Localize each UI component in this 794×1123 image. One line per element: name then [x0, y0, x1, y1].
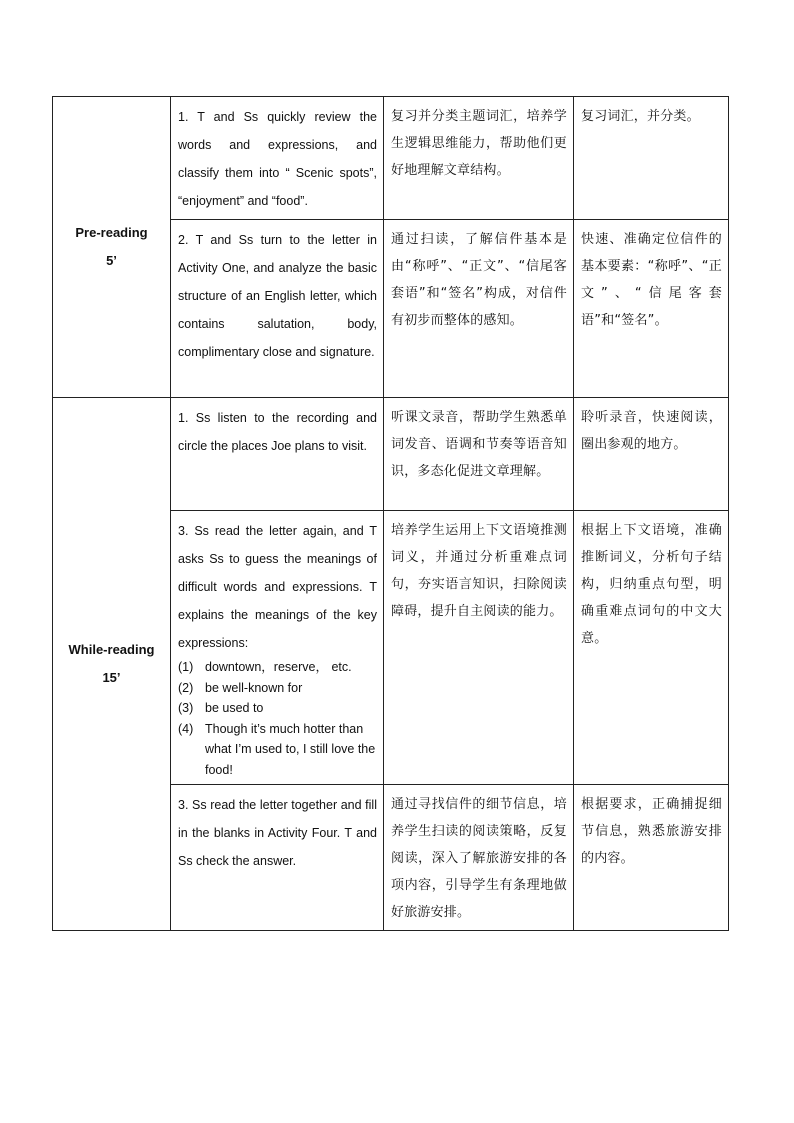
- purpose-cell: 通过扫读，了解信件基本是由“称呼”、“正文”、“信尾客套语”和“签名”构成，对信件有初步而整体的感知。: [384, 220, 574, 398]
- student-activity-cell: 聆听录音，快速阅读，圈出参观的地方。: [574, 398, 729, 511]
- purpose-cell: 听课文录音，帮助学生熟悉单词发音、语调和节奏等语音知识，多态化促进文章理解。: [384, 398, 574, 511]
- list-item: [178, 678, 377, 699]
- table-row: [53, 398, 729, 511]
- list-text: be used to: [205, 701, 264, 715]
- stage-name: While-reading: [68, 642, 155, 657]
- list-number: (3): [178, 701, 194, 715]
- purpose-cell: 通过寻找信件的细节信息，培养学生扫读的阅读策略，反复阅读，深入了解旅游安排的各项内容，引导学生有条理地做好旅游安排。: [384, 785, 574, 931]
- list-text: be well-known for: [205, 680, 303, 695]
- stage-cell-pre-reading: [53, 97, 171, 398]
- teacher-activity-cell: 3. Ss read the letter together and fill in the blanks in Activity Four. T and Ss check the answer.: [171, 785, 384, 931]
- list-number: (1): [178, 660, 194, 674]
- key-expressions-list: [178, 657, 377, 780]
- teacher-activity-cell: 1. T and Ss quickly review the words and expressions, and classify them into “ Scenic spots”, “enjoyment” and “food”.: [171, 97, 384, 220]
- student-activity-cell: 根据上下文语境，准确推断词义，分析句子结构，归纳重点句型，明确重难点词句的中文大意。: [574, 511, 729, 785]
- lesson-plan-table: [52, 96, 729, 931]
- student-activity-cell: 复习词汇，并分类。: [574, 97, 729, 220]
- list-item: [178, 719, 377, 781]
- stage-time: 5’: [106, 253, 117, 268]
- purpose-cell: 培养学生运用上下文语境推测词义，并通过分析重难点词句，夯实语言知识，扫除阅读障碍，提升自主阅读的能力。: [384, 511, 574, 785]
- stage-name: Pre-reading: [75, 225, 148, 240]
- student-activity-cell: 根据要求，正确捕捉细节信息，熟悉旅游安排的内容。: [574, 785, 729, 931]
- list-number: (4): [178, 721, 194, 736]
- teacher-activity-cell: 1. Ss listen to the recording and circle the places Joe plans to visit.: [171, 398, 384, 511]
- list-text: downtown，reserve， etc.: [205, 660, 352, 674]
- list-number: (2): [178, 680, 194, 695]
- list-text: Though it’s much hotter than what I’m used to, I still love the food!: [205, 721, 376, 777]
- stage-cell-while-reading: [53, 398, 171, 931]
- list-item: [178, 698, 377, 719]
- student-activity-cell: 快速、准确定位信件的基本要素：“称呼”、“正文”、“信尾客套语”和“签名”。: [574, 220, 729, 398]
- teacher-activity-cell: [171, 511, 384, 785]
- list-item: [178, 657, 377, 678]
- table-row: [53, 97, 729, 220]
- teacher-activity-cell: 2. T and Ss turn to the letter in Activity One, and analyze the basic structure of an English letter, which contains salutation, body, complimentary close and signature.: [171, 220, 384, 398]
- teacher-activity-text: 3. Ss read the letter again, and T asks Ss to guess the meanings of difficult words and expressions. T explains the meanings of the key expressions:: [178, 524, 377, 650]
- stage-time: 15’: [102, 670, 121, 685]
- purpose-cell: 复习并分类主题词汇，培养学生逻辑思维能力，帮助他们更好地理解文章结构。: [384, 97, 574, 220]
